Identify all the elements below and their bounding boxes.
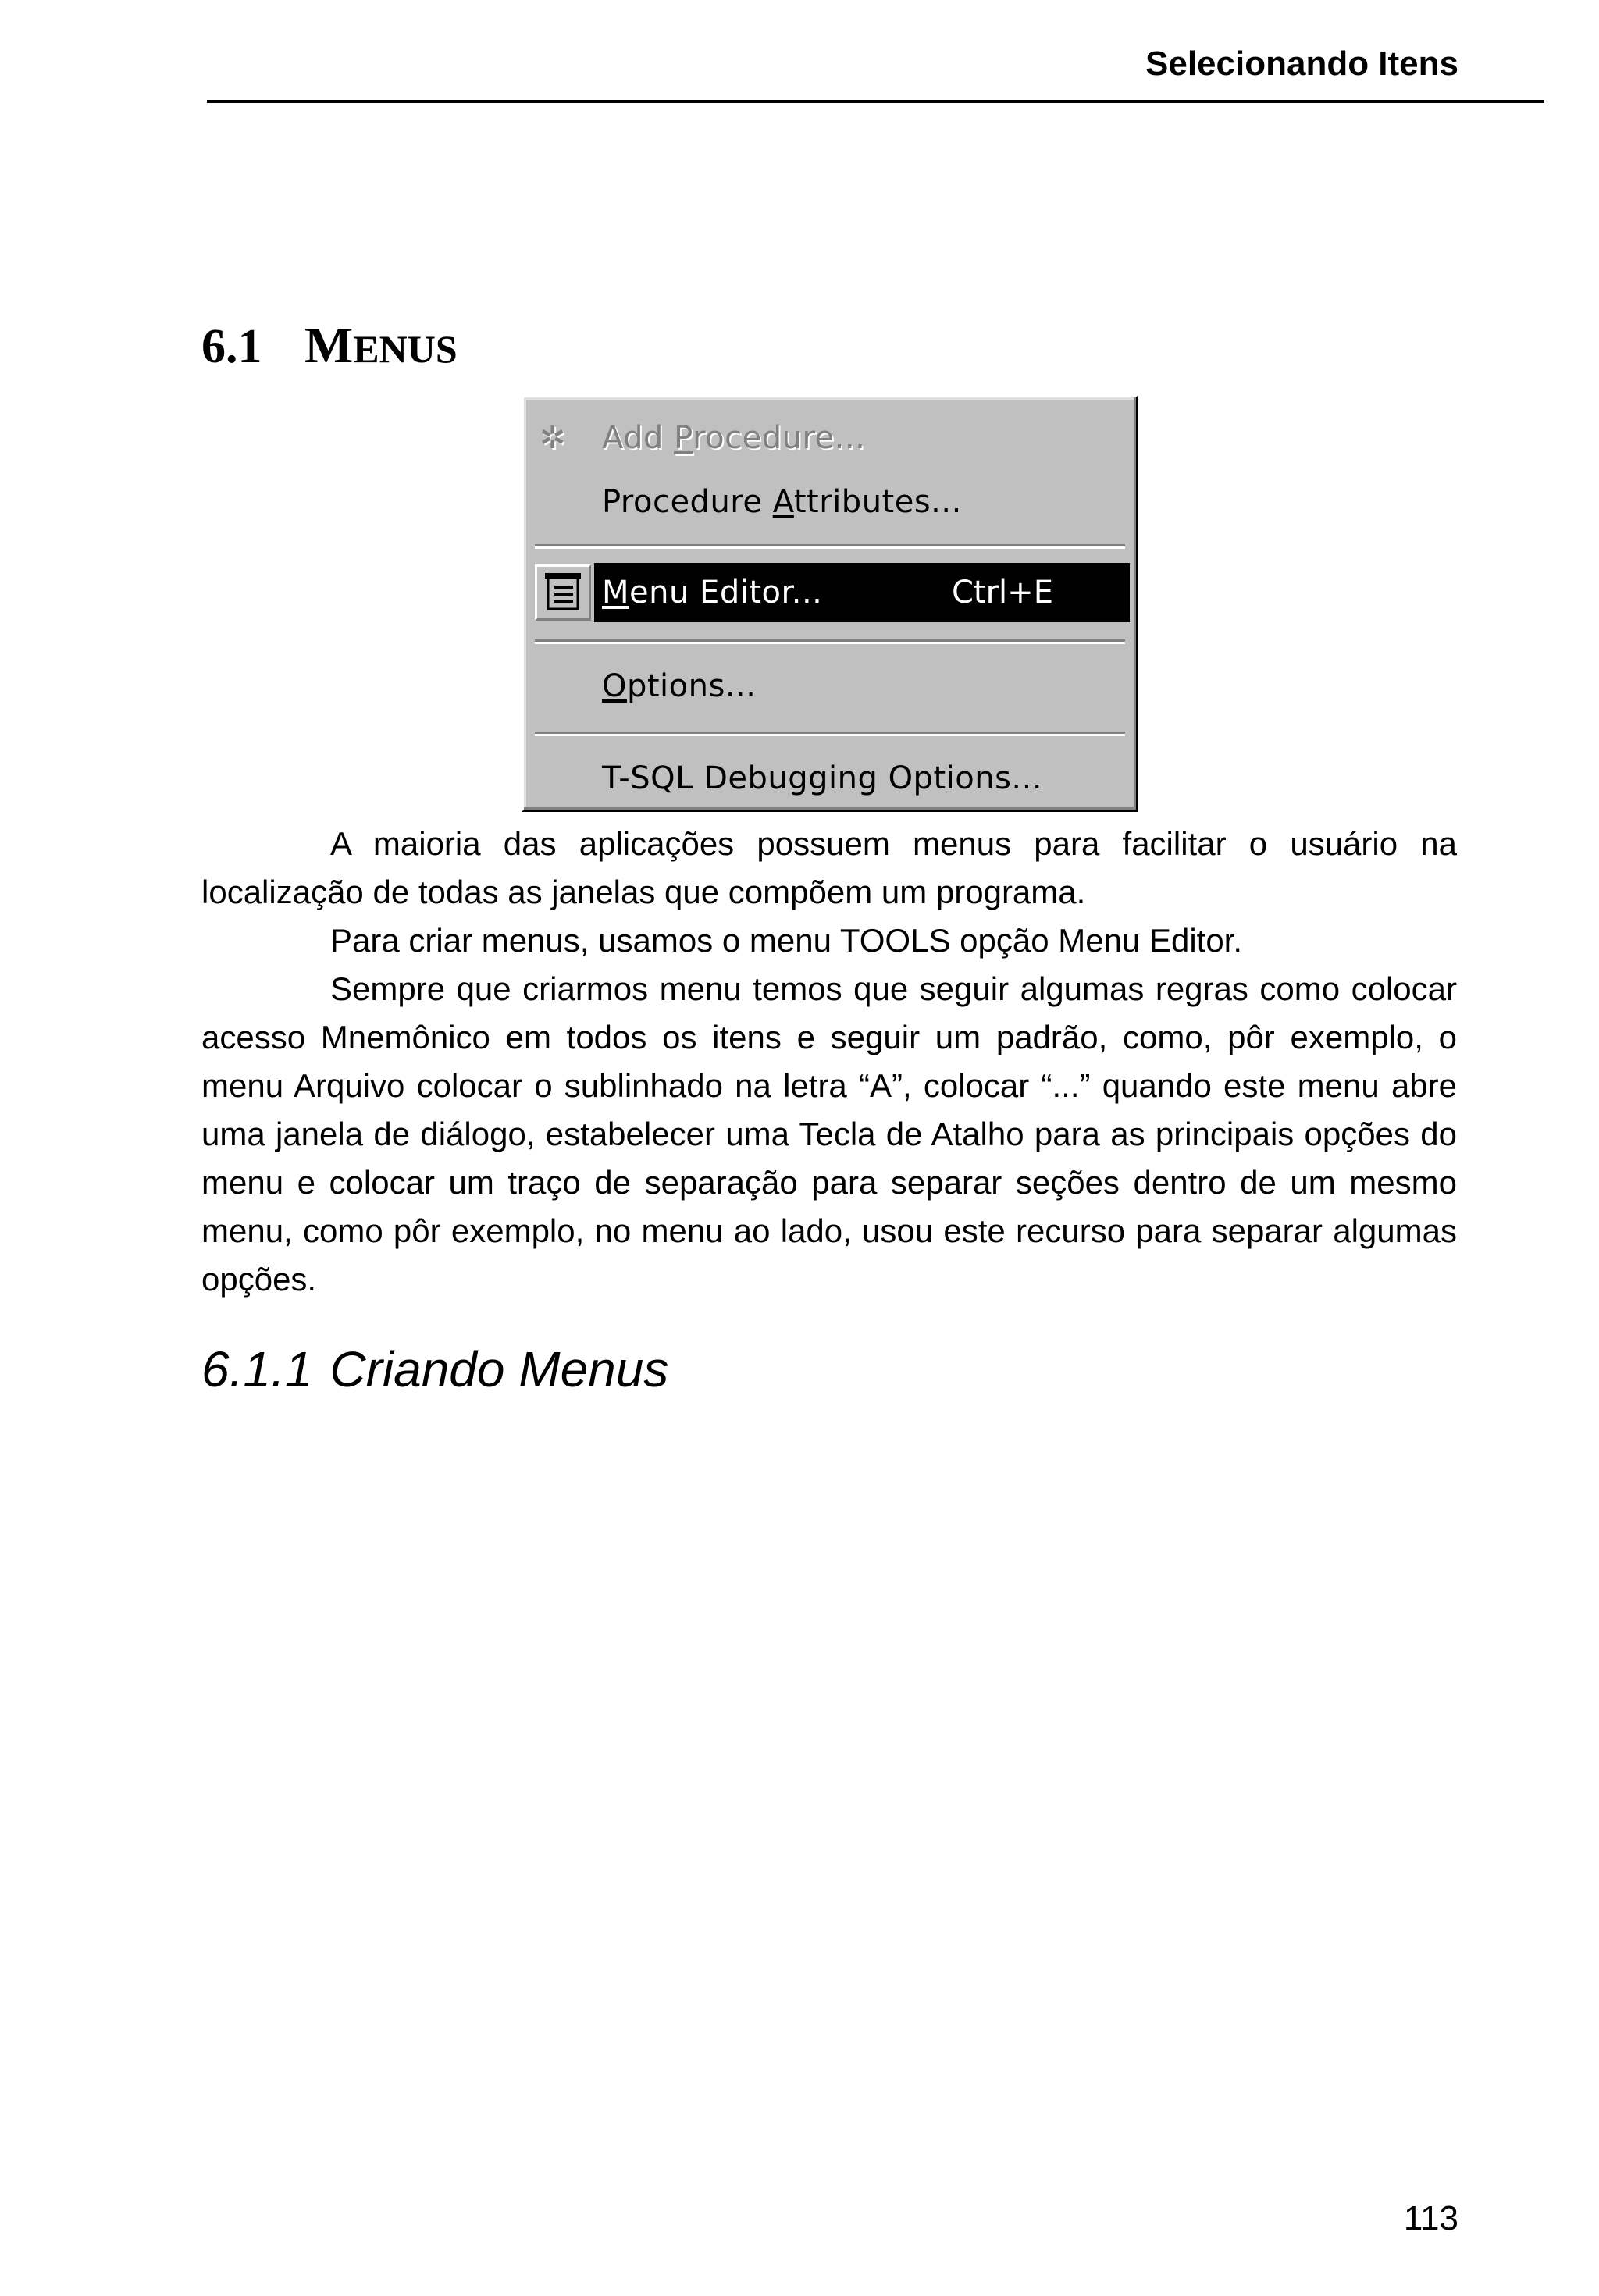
- menu-item-tsql-debugging-options[interactable]: [524, 747, 1136, 810]
- section-number: 6.1: [201, 320, 262, 373]
- body-paragraph: Para criar menus, usamos o menu TOOLS opção Menu Editor.: [330, 922, 1243, 959]
- header-rule: [207, 100, 1544, 103]
- menu-item-label: T-SQL Debugging Options...: [602, 760, 1043, 796]
- section-heading: [201, 317, 458, 374]
- subsection-heading: [201, 1341, 669, 1397]
- menu-item-add-procedure[interactable]: [524, 407, 1136, 469]
- running-header: Selecionando Itens: [1145, 44, 1458, 83]
- menu-item-label: Options...: [602, 668, 757, 704]
- menu-separator: [535, 732, 1125, 736]
- add-procedure-icon: ✲: [540, 420, 566, 456]
- tools-menu-screenshot: [522, 395, 1138, 812]
- body-paragraph: A maioria das aplicações possuem menus para facilitar o usuário na localização de todas as janelas que compõem um programa.: [201, 825, 1457, 910]
- menu-item-label: Add Procedure...: [602, 420, 866, 456]
- subsection-title: Criando Menus: [329, 1341, 669, 1397]
- menu-item-menu-editor[interactable]: [524, 561, 1136, 624]
- subsection-number: 6.1.1: [201, 1341, 313, 1397]
- menu-item-procedure-attributes[interactable]: [524, 471, 1136, 533]
- page-number: 113: [1403, 2199, 1458, 2237]
- menu-item-options[interactable]: [524, 655, 1136, 717]
- menu-item-label: Procedure Attributes...: [602, 484, 962, 520]
- menu-item-label: Menu Editor...: [602, 575, 823, 610]
- section-title: MENUS: [304, 317, 458, 374]
- menu-separator: [535, 544, 1125, 549]
- body-paragraph: Sempre que criarmos menu temos que seguir algumas regras como colocar acesso Mnemônico em todos os itens e seguir um padrão, como, pôr exemplo, o menu Arquivo colocar o sublinhado na letra “A”, colocar “...” quando este menu abre uma janela de diálogo, estabelecer uma Tecla de Atalho para as principais opções do menu e colocar um traço de separação para separar seções dentro de um mesmo menu, como pôr exemplo, no menu ao lado, usou este recurso para separar algumas opções.: [201, 970, 1457, 1298]
- menu-editor-icon: [535, 564, 591, 621]
- menu-item-shortcut: Ctrl+E: [952, 575, 1053, 610]
- menu-separator: [535, 639, 1125, 644]
